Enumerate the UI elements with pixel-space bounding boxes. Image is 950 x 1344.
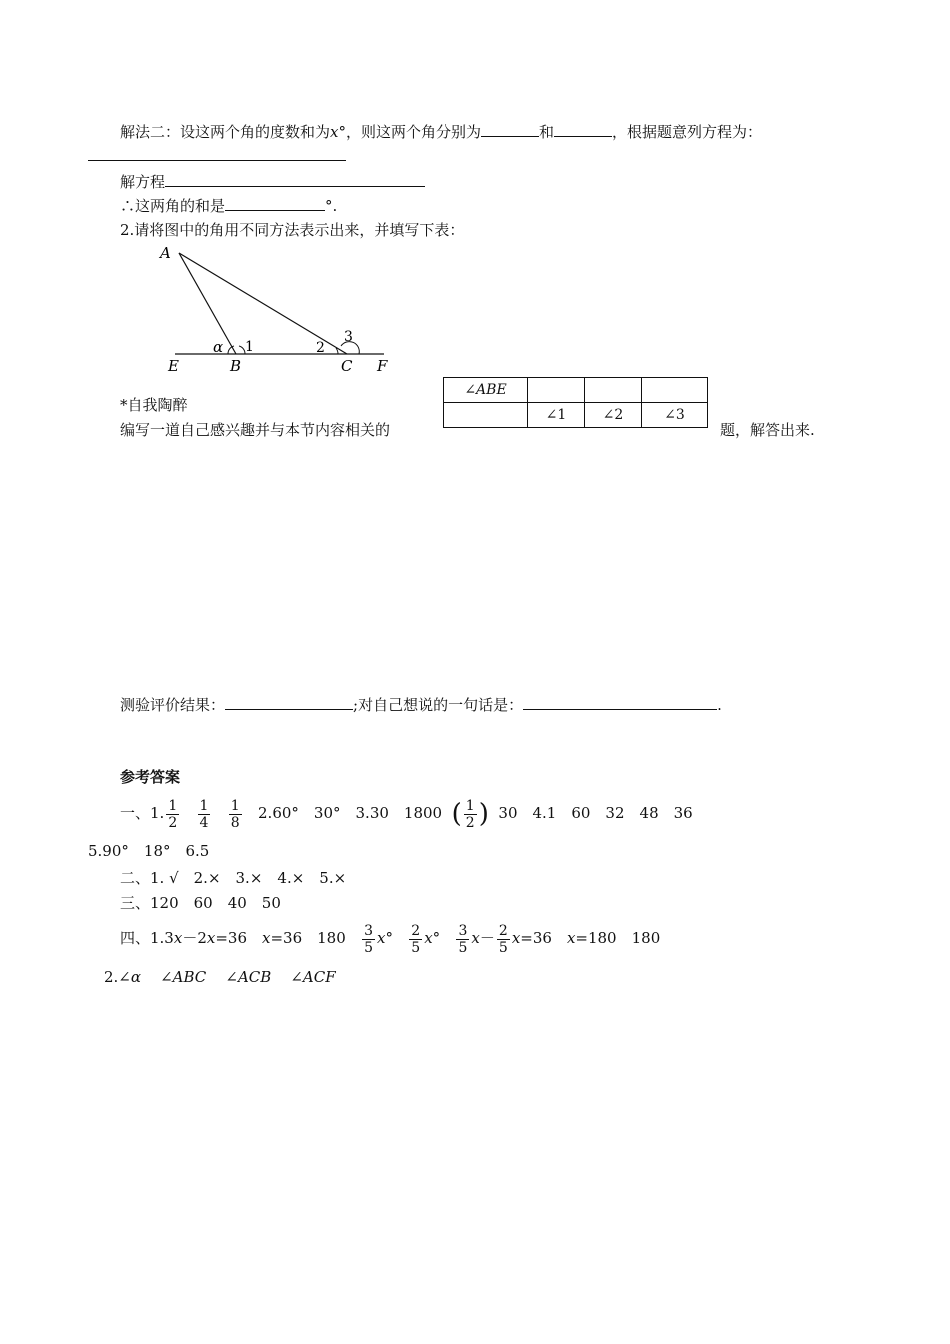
answers-title: 参考答案 [120, 768, 181, 786]
evaluation-label-2: ;对自己想说的一句话是： [353, 696, 524, 714]
answer-section-4: 四、1.3x－2x=36 x=36 180 $\frac{3}{5}$ x° $\frac{2}{5}$ x° $\frac{3}{5}$ x－ $\frac{2}{5}$ x=36 x=180 180 [120, 922, 661, 956]
label-2: 2 [316, 340, 325, 356]
label-a: A [160, 244, 171, 262]
self-text-left: 编写一道自己感兴趣并与本节内容相关的 [120, 421, 391, 439]
fraction: $\frac{2}{5}$ [498, 922, 508, 956]
table-cell[interactable] [642, 378, 708, 403]
method2-line [120, 122, 762, 141]
label-1: 1 [245, 339, 254, 355]
self-title: *自我陶醉 [120, 396, 188, 414]
label-b: B [230, 357, 242, 375]
blank-solve[interactable] [165, 172, 425, 187]
answer-1-tail: 30 4.1 60 32 48 36 [498, 804, 693, 822]
blank-evaluation[interactable] [225, 695, 353, 710]
table-cell: ∠ABE [444, 378, 528, 403]
blank-sum[interactable] [225, 196, 325, 211]
evaluation-line [120, 695, 722, 714]
angle-table [443, 377, 708, 428]
answer-1-mid: 2.60° 30° 3.30 1800 [258, 804, 443, 822]
table-cell[interactable] [585, 378, 642, 403]
blank-sentence[interactable] [523, 695, 717, 710]
solve-label: 解方程 [120, 173, 166, 191]
method2-text-3: ，根据题意列方程为： [612, 123, 763, 141]
label-c: C [341, 357, 353, 375]
paren-open: ( [451, 799, 462, 829]
fraction: $\frac{2}{5}$ [411, 922, 421, 956]
blank-angle-2[interactable] [554, 122, 612, 137]
evaluation-label: 测验评价结果： [120, 696, 226, 714]
equation-line [88, 146, 346, 165]
fraction: $\frac{3}{5}$ [364, 922, 373, 956]
sum-suffix: °. [325, 197, 338, 215]
question-2: 2.请将图中的角用不同方法表示出来，并填写下表： [120, 221, 465, 239]
label-f: F [377, 357, 388, 375]
table-row [444, 378, 708, 403]
answer-section-1 [120, 795, 693, 831]
table-cell: ∠2 [585, 403, 642, 428]
label-3: 3 [344, 329, 353, 345]
segment-ab [179, 253, 236, 354]
method2-text-2: °，则这两个角分别为 [338, 123, 481, 141]
answer-section-3: 三、120 60 40 50 [120, 894, 281, 912]
label-alpha: α [213, 338, 224, 356]
answer-section-5: 2.∠α ∠ABC ∠ACB ∠ACF [104, 968, 336, 986]
sum-line [120, 196, 337, 215]
table-cell: ∠1 [528, 403, 585, 428]
answer-section-2: 二、1. √ 2.× 3.× 4.× 5.× [120, 869, 347, 887]
fraction: $\frac{3}{5}$ [458, 922, 468, 956]
method2-text-1: 解法二：设这两个角的度数和为 [120, 123, 331, 141]
blank-angle-1[interactable] [481, 122, 539, 137]
table-cell: ∠3 [642, 403, 708, 428]
table-cell[interactable] [444, 403, 528, 428]
answer-1-prefix: 一、1. [120, 804, 165, 822]
segment-ac [179, 253, 347, 354]
table-cell[interactable] [528, 378, 585, 403]
fraction: $\frac{1}{2}$ [465, 797, 475, 831]
self-text-right: 题，解答出来. [720, 421, 815, 439]
label-e: E [168, 357, 179, 375]
fraction: $\frac{1}{2}$ [168, 797, 178, 831]
fraction: $\frac{1}{4}$ [199, 797, 209, 831]
paren-close: ) [478, 799, 489, 829]
sum-prefix: ∴这两角的和是 [120, 197, 226, 215]
triangle-figure [150, 240, 400, 380]
blank-equation[interactable] [88, 146, 346, 161]
method2-and: 和 [539, 123, 555, 141]
answer-section-1-cont: 5.90° 18° 6.5 [88, 842, 210, 860]
solve-line [120, 172, 425, 191]
table-row [444, 403, 708, 428]
fraction: $\frac{1}{8}$ [230, 797, 240, 831]
method2-var: x [330, 123, 339, 141]
evaluation-end: . [717, 696, 722, 714]
